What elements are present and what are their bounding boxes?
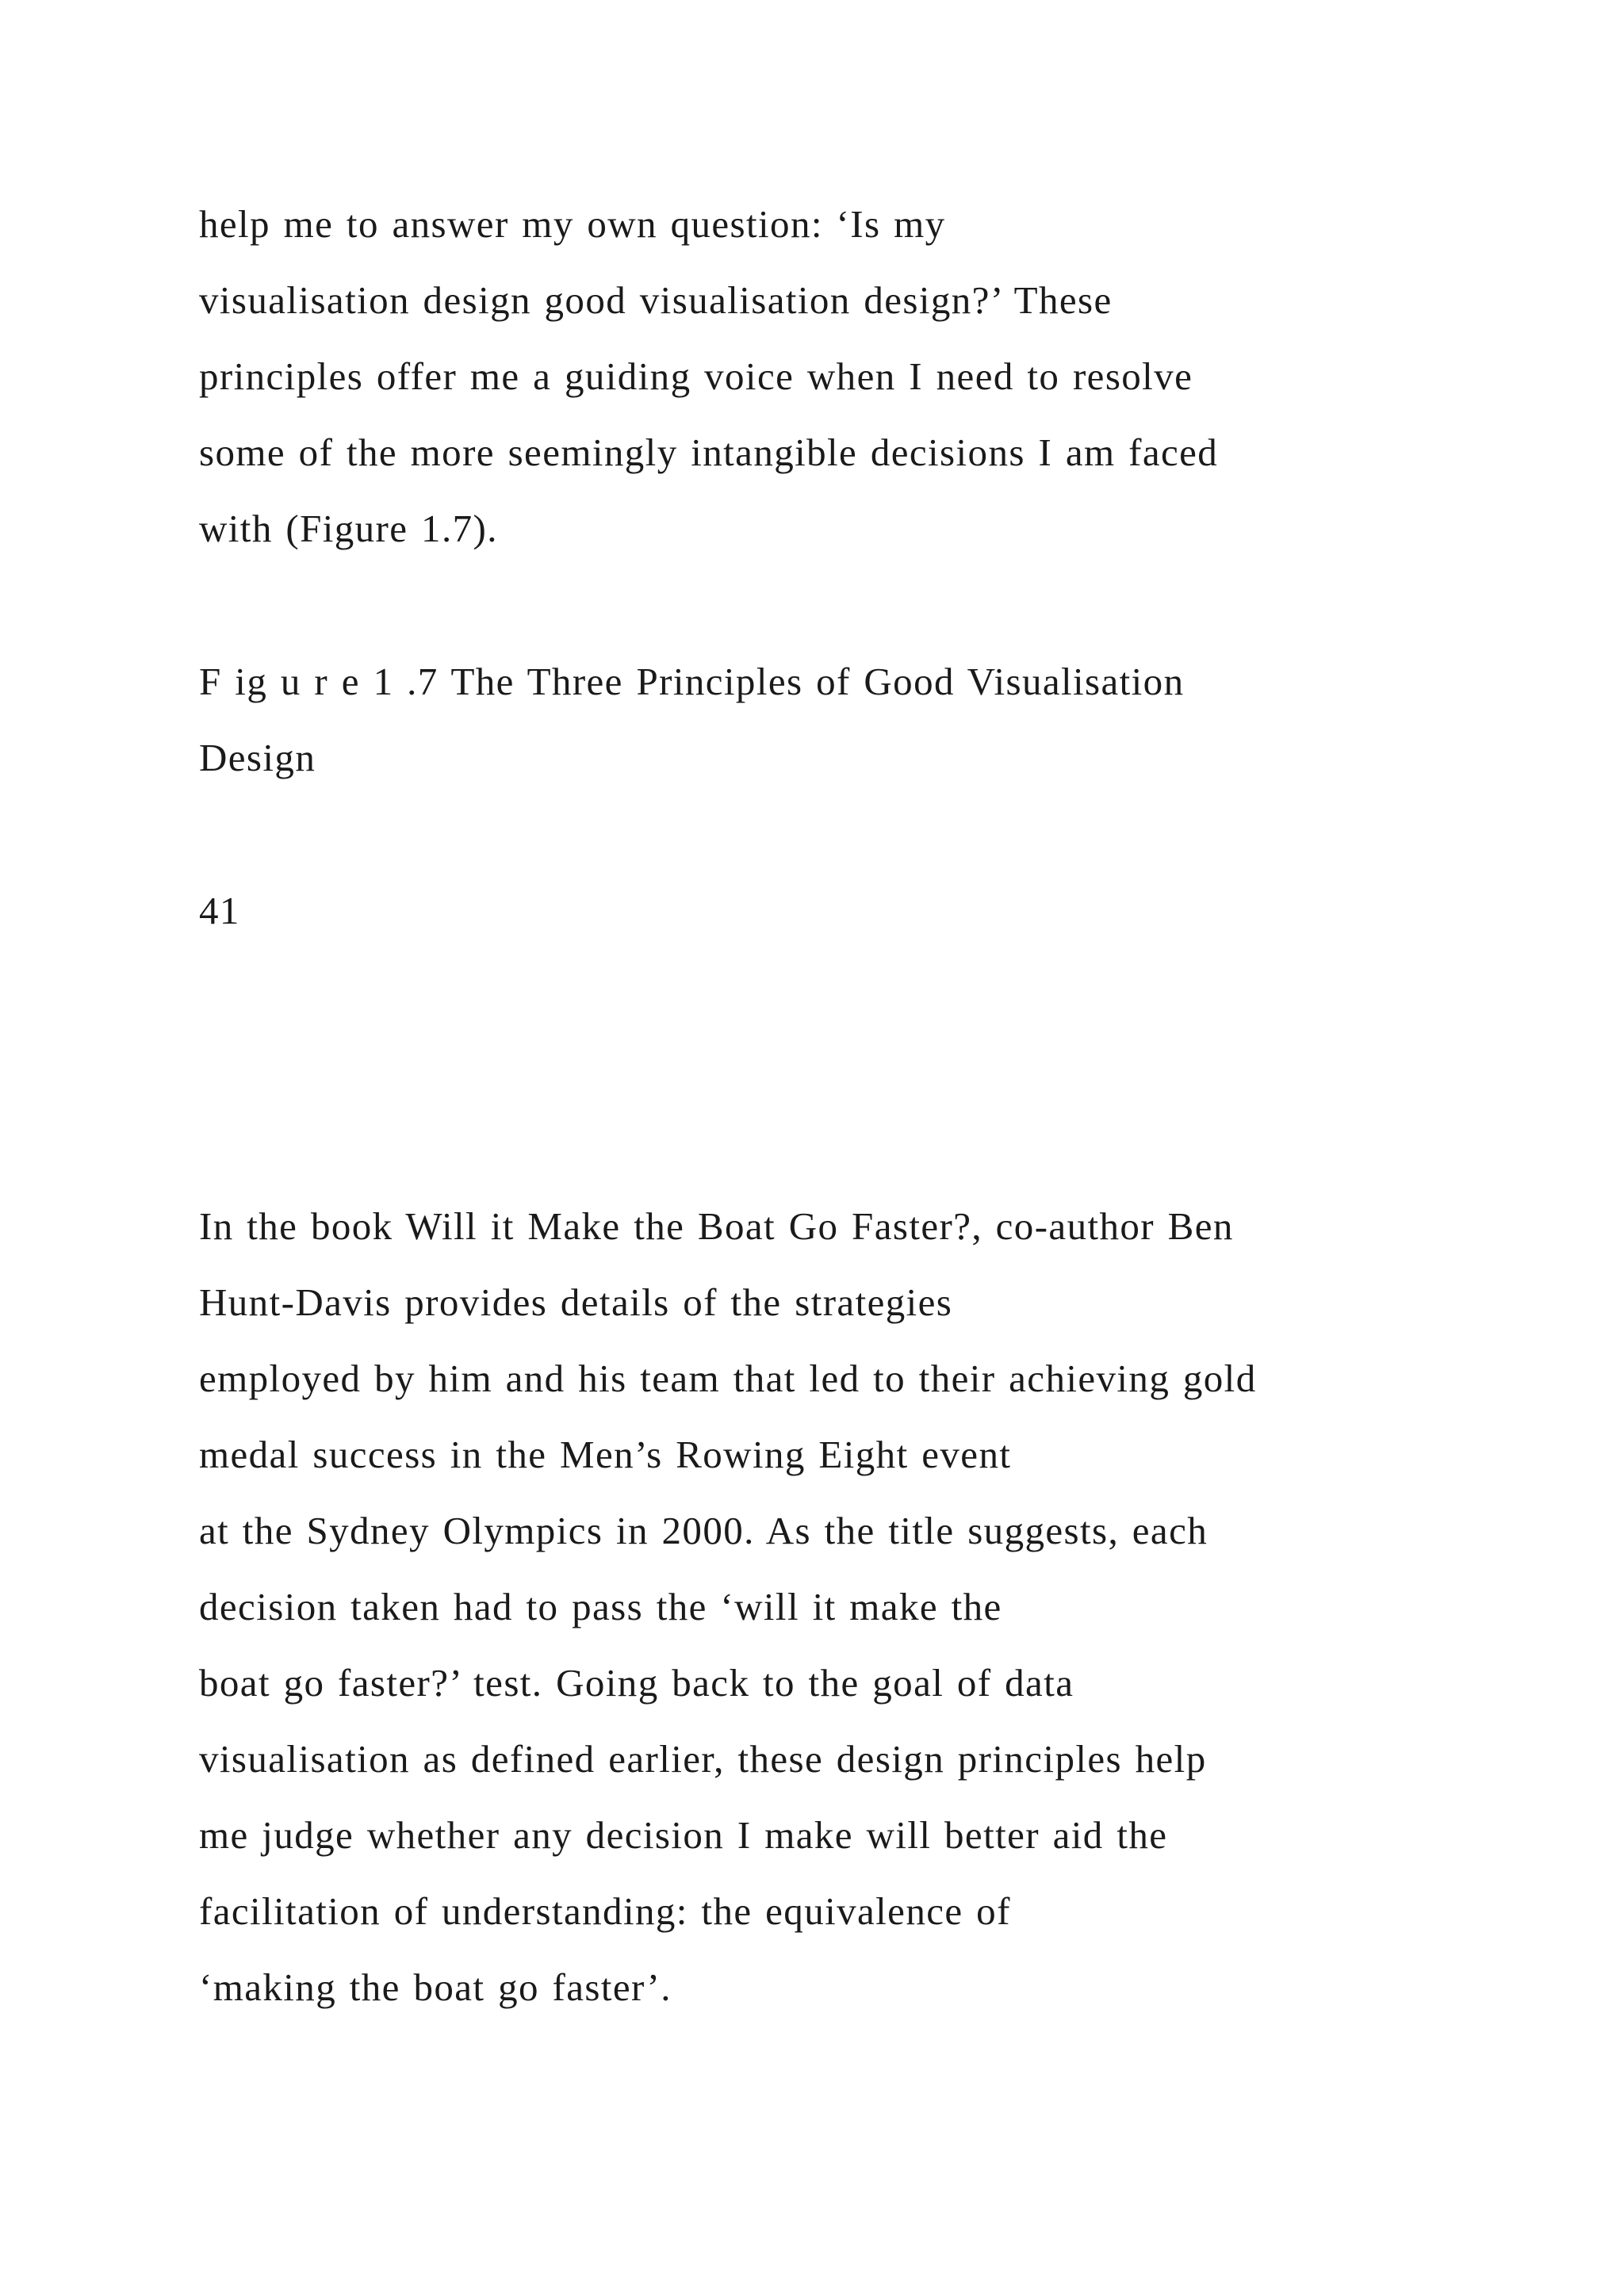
paragraph-1-line: with (Figure 1.7). <box>199 507 498 550</box>
paragraph-2-line: decision taken had to pass the ‘will it make the <box>199 1585 1002 1628</box>
paragraph-1-line: some of the more seemingly intangible decisions I am faced <box>199 430 1219 474</box>
paragraph-2-line: ‘making the boat go faster’. <box>199 1965 672 2009</box>
paragraph-2-line: In the book Will it Make the Boat Go Faster?, co-author Ben <box>199 1204 1234 1248</box>
paragraph-1-line: help me to answer my own question: ‘Is my <box>199 202 946 246</box>
page-number: 41 <box>199 889 240 932</box>
paragraph-1-line: visualisation design good visualisation design?’ These <box>199 278 1113 322</box>
paragraph-1-line: principles offer me a guiding voice when I need to resolve <box>199 354 1193 398</box>
paragraph-2-line: Hunt-Davis provides details of the strategies <box>199 1280 953 1324</box>
paragraph-2-line: boat go faster?’ test. Going back to the goal of data <box>199 1661 1074 1705</box>
paragraph-2-line: at the Sydney Olympics in 2000. As the title suggests, each <box>199 1509 1208 1552</box>
paragraph-2-line: me judge whether any decision I make will better aid the <box>199 1813 1168 1857</box>
paragraph-2-line: medal success in the Men’s Rowing Eight event <box>199 1433 1012 1476</box>
figure-caption-line: Design <box>199 736 316 779</box>
figure-caption-line: F ig u r e 1 .7 The Three Principles of Good Visualisation <box>199 660 1185 703</box>
paragraph-2-line: employed by him and his team that led to their achieving gold <box>199 1357 1257 1400</box>
paragraph-2-line: visualisation as defined earlier, these design principles help <box>199 1737 1207 1781</box>
paragraph-2-line: facilitation of understanding: the equivalence of <box>199 1889 1011 1933</box>
